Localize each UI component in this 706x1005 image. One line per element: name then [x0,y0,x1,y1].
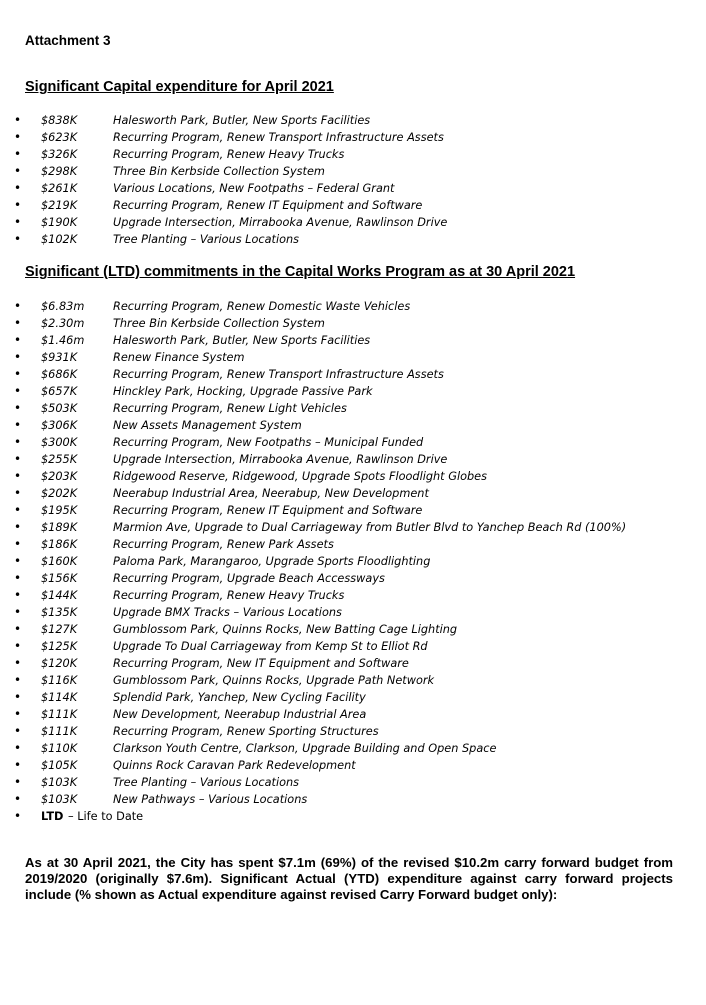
bullet-icon: • [14,164,22,178]
item-amount: $102K [41,233,78,246]
item-amount: $156K [41,572,78,585]
item-description: Hinckley Park, Hocking, Upgrade Passive Park [113,385,373,398]
ltd-abbrev: LTD [41,810,64,823]
item-description: Upgrade BMX Tracks – Various Locations [113,606,342,619]
item-description: Renew Finance System [113,351,245,364]
bullet-icon: • [14,656,22,670]
item-description: Marmion Ave, Upgrade to Dual Carriageway from Butler Blvd to Yanchep Beach Rd (100%) [113,521,627,534]
bullet-icon: • [14,622,22,636]
item-description: Gumblossom Park, Quinns Rocks, Upgrade Path Network [113,674,435,687]
item-description: Three Bin Kerbside Collection System [113,165,325,178]
item-amount: $110K [41,742,78,755]
bullet-icon: • [14,639,22,653]
summary-paragraph: As at 30 April 2021, the City has spent $7.1m (69%) of the revised $10.2m carry forward budget from 2019/2020 (originally $7.6m). Significant Actual (YTD) expenditure against carry forward projects include (% shown as Actual expenditure against revised Carry Forward budget only): [25,855,673,902]
item-amount: $300K [41,436,78,449]
bullet-icon: • [14,792,22,806]
bullet-icon: • [14,401,22,415]
item-amount: $838K [41,114,78,127]
bullet-icon: • [14,588,22,602]
bullet-icon: • [14,299,22,313]
item-description: Recurring Program, Renew Heavy Trucks [113,148,345,161]
capital-expenditure-heading: Significant Capital expenditure for April 2021 [25,79,334,95]
item-description: Recurring Program, Renew IT Equipment and Software [113,199,423,212]
item-amount: $111K [41,708,78,721]
item-description: New Pathways – Various Locations [113,793,308,806]
item-amount: $105K [41,759,78,772]
item-description: Upgrade To Dual Carriageway from Kemp St to Elliot Rd [113,640,428,653]
bullet-icon: • [14,707,22,721]
bullet-icon: • [14,554,22,568]
item-amount: $144K [41,589,78,602]
item-amount: $503K [41,402,78,415]
item-amount: $686K [41,368,78,381]
bullet-icon: • [14,809,22,823]
item-description: Splendid Park, Yanchep, New Cycling Facility [113,691,366,704]
ltd-commitments-heading: Significant (LTD) commitments in the Capital Works Program as at 30 April 2021 [25,264,576,280]
item-description: Clarkson Youth Centre, Clarkson, Upgrade Building and Open Space [113,742,497,755]
bullet-icon: • [14,605,22,619]
item-description: Recurring Program, Renew Domestic Waste Vehicles [113,300,411,313]
item-amount: $111K [41,725,78,738]
item-amount: $1.46m [41,334,85,347]
bullet-icon: • [14,469,22,483]
bullet-icon: • [14,690,22,704]
bullet-icon: • [14,215,22,229]
item-description: Neerabup Industrial Area, Neerabup, New Development [113,487,429,500]
item-amount: $189K [41,521,78,534]
item-amount: $2.30m [41,317,85,330]
bullet-icon: • [14,537,22,551]
item-amount: $202K [41,487,78,500]
item-description: Recurring Program, New IT Equipment and Software [113,657,409,670]
item-amount: $190K [41,216,78,229]
item-amount: $127K [41,623,78,636]
item-description: Upgrade Intersection, Mirrabooka Avenue, Rawlinson Drive [113,216,448,229]
item-description: Recurring Program, Renew Sporting Structures [113,725,379,738]
item-description: Gumblossom Park, Quinns Rocks, New Batting Cage Lighting [113,623,458,636]
item-description: Recurring Program, Upgrade Beach Accessways [113,572,385,585]
item-description: Halesworth Park, Butler, New Sports Facilities [113,334,371,347]
bullet-icon: • [14,367,22,381]
item-amount: $298K [41,165,78,178]
bullet-icon: • [14,741,22,755]
attachment-label: Attachment 3 [25,33,111,48]
bullet-icon: • [14,130,22,144]
item-description: Upgrade Intersection, Mirrabooka Avenue, Rawlinson Drive [113,453,448,466]
item-amount: $116K [41,674,78,687]
item-amount: $203K [41,470,78,483]
item-amount: $160K [41,555,78,568]
item-description: Recurring Program, Renew Heavy Trucks [113,589,345,602]
item-amount: $261K [41,182,78,195]
item-description: Recurring Program, Renew IT Equipment and Software [113,504,423,517]
item-amount: $120K [41,657,78,670]
item-description: Ridgewood Reserve, Ridgewood, Upgrade Spots Floodlight Globes [113,470,488,483]
bullet-icon: • [14,452,22,466]
bullet-icon: • [14,673,22,687]
item-amount: $931K [41,351,78,364]
item-amount: $125K [41,640,78,653]
item-description: Recurring Program, Renew Light Vehicles [113,402,347,415]
bullet-icon: • [14,181,22,195]
item-amount: $186K [41,538,78,551]
item-description: Recurring Program, Renew Transport Infrastructure Assets [113,368,444,381]
item-description: Recurring Program, Renew Park Assets [113,538,334,551]
item-description: Three Bin Kerbside Collection System [113,317,325,330]
item-description: Tree Planting – Various Locations [113,776,300,789]
bullet-icon: • [14,384,22,398]
bullet-icon: • [14,147,22,161]
bullet-icon: • [14,775,22,789]
bullet-icon: • [14,435,22,449]
item-amount: $103K [41,776,78,789]
item-amount: $657K [41,385,78,398]
item-amount: $219K [41,199,78,212]
item-description: New Development, Neerabup Industrial Area [113,708,367,721]
item-description: Quinns Rock Caravan Park Redevelopment [113,759,356,772]
bullet-icon: • [14,503,22,517]
item-amount: $623K [41,131,78,144]
item-description: Tree Planting – Various Locations [113,233,300,246]
item-description: Recurring Program, Renew Transport Infrastructure Assets [113,131,444,144]
item-amount: $195K [41,504,78,517]
bullet-icon: • [14,316,22,330]
item-amount: $135K [41,606,78,619]
item-description: New Assets Management System [113,419,302,432]
bullet-icon: • [14,232,22,246]
ltd-definition: – Life to Date [68,810,144,823]
bullet-icon: • [14,333,22,347]
bullet-icon: • [14,520,22,534]
bullet-icon: • [14,418,22,432]
item-description: Various Locations, New Footpaths – Federal Grant [113,182,395,195]
item-description: Halesworth Park, Butler, New Sports Facilities [113,114,371,127]
bullet-icon: • [14,724,22,738]
item-description: Paloma Park, Marangaroo, Upgrade Sports Floodlighting [113,555,431,568]
bullet-icon: • [14,486,22,500]
item-description: Recurring Program, New Footpaths – Municipal Funded [113,436,424,449]
item-amount: $114K [41,691,78,704]
item-amount: $326K [41,148,78,161]
item-amount: $6.83m [41,300,85,313]
bullet-icon: • [14,198,22,212]
item-amount: $306K [41,419,78,432]
bullet-icon: • [14,571,22,585]
bullet-icon: • [14,350,22,364]
item-amount: $103K [41,793,78,806]
item-amount: $255K [41,453,78,466]
bullet-icon: • [14,113,22,127]
bullet-icon: • [14,758,22,772]
